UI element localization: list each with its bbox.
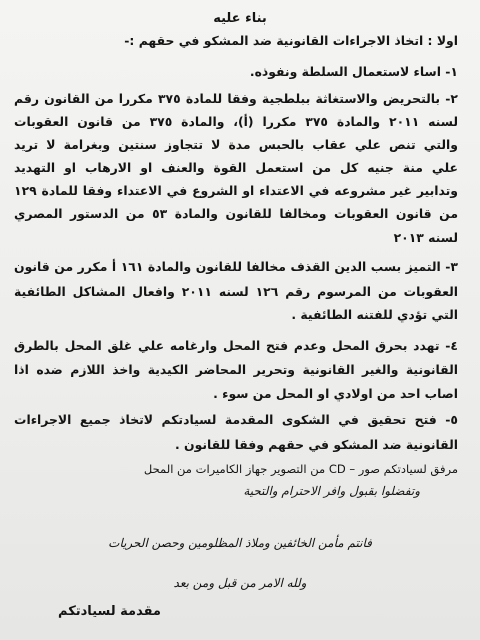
item-3-line-1: ٣- التميز بسب الدين القذف مخالفا للقانون والمادة ١٦١ أ مكرر من قانون <box>14 259 458 274</box>
item-4-line-2: القانونية والغير القانونية وتحرير المحاضر الكيدية واخذ اللازم ضده اذا <box>14 362 458 377</box>
document-heading: بناء عليه <box>213 11 267 26</box>
item-4-line-3: اصاب احد من اولادي او المحل من سوء . <box>213 386 458 401</box>
closing-line-3: ولله الامر من قبل ومن بعد <box>173 576 307 590</box>
closing-line-1: وتفضلوا بقبول وافر الاحترام والتحية <box>243 484 420 498</box>
attachment-note: مرفق لسيادتكم صور – CD من التصوير جهاز الكاميرات من المحل <box>143 462 458 476</box>
item-2-line-6: من قانون العقوبات ومخالفا للقانون والمادة ٥٣ من الدستور المصري <box>14 206 458 221</box>
item-4-line-1: ٤- تهدد بحرق المحل وعدم فتح المحل وارغامه علي غلق المحل بالطرق <box>14 338 458 353</box>
item-2-line-2: لسنه ٢٠١١ والمادة ٣٧٥ مكررا (أ)، والمادة ٣٧٥ من قانون العقوبات <box>14 114 458 129</box>
item-2-line-1: ٢- بالتحريض والاستغاثة ببلطجية وفقا للمادة ٣٧٥ مكررا من القانون رقم <box>14 91 458 106</box>
item-5-line-2: القانونية ضد المشكو في حقهم وفقا للقانون . <box>175 437 458 452</box>
item-2-line-5: وتدابير غير مشروعه في الاعتداء او الشروع في الاعتداء وفقا للمادة ١٢٩ <box>14 183 458 198</box>
item-2-line-4: علي منة جنيه كل من استعمل القوة والعنف او الارهاب او التهديد <box>14 160 458 175</box>
item-1-line-1: ١- اساء لاستعمال السلطة ونفوذه. <box>249 64 458 79</box>
item-3-line-3: التي تؤدي للفتنه الطائفية . <box>291 307 458 322</box>
closing-line-2: فانتم مأمن الخائفين وملاذ المظلومين وحصن الحريات <box>108 536 372 550</box>
item-5-line-1: ٥- فتح تحقيق في الشكوى المقدمة لسيادتكم لاتخاذ جميع الاجراءات <box>14 412 458 427</box>
item-2-line-7: لسنه ٢٠١٣ <box>393 230 458 245</box>
intro-line: اولا : اتخاذ الاجراءات القانونية ضد المشكو في حقهم :- <box>124 33 458 48</box>
item-2-line-3: والتي تنص علي عقاب بالحبس مدة لا تتجاوز سنتين وبغرامة لا تريد <box>14 137 458 152</box>
signature: مقدمة لسيادتكم <box>58 604 161 619</box>
item-3-line-2: العقوبات من المرسوم رقم ١٢٦ لسنه ٢٠١١ وافعال المشاكل الطائفية <box>14 284 458 299</box>
